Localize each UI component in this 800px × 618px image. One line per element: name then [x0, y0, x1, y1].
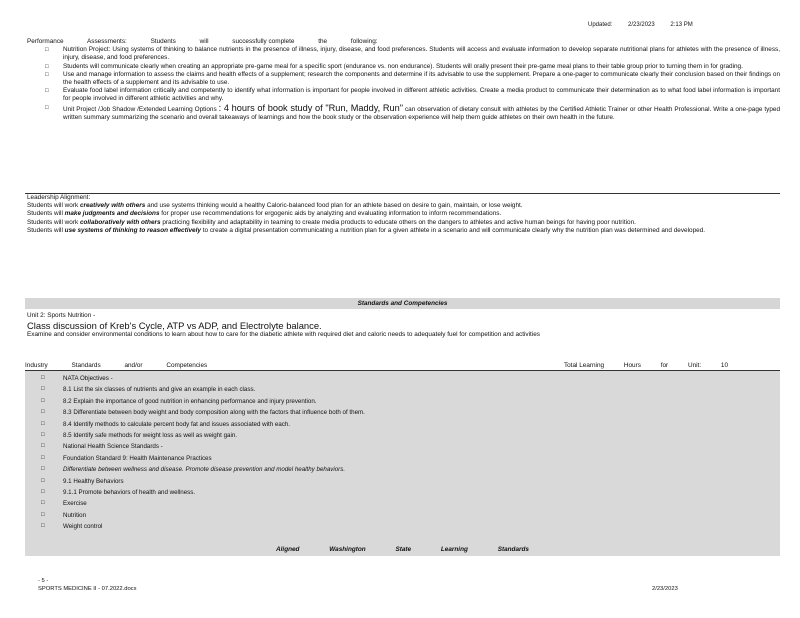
leadership-heading: Leadership Alignment:: [27, 194, 91, 201]
leadership-line: Students will work creatively with others and use systems thinking would a healthy Caloric-balanced food plan for an athlete based on desire to gain, maintain, or lose weight.: [27, 202, 523, 210]
standard-item: □ 8.3 Differentiate between body weight and body composition along with the factors that influence both of them.: [25, 407, 780, 418]
standard-item: □ National Health Science Standards -: [25, 441, 780, 452]
checkbox-icon: □: [41, 420, 45, 427]
standards-competencies-band: Standards and Competencies: [25, 298, 780, 309]
checkbox-icon: □: [41, 500, 45, 507]
assessment-item: □ Evaluate food label information critically and competently to identify what information is important for people involved in different athletic activities. Create a media product to communicate their determination as to what food label information is important for people involved in different athletic activities and why.: [45, 87, 780, 103]
leadership-line: Students will use systems of thinking to reason effectively to create a digital presentation communicating a nutrition plan for a given athlete in a scenario and will communicate clearly why the nutrition plan was determined and developed.: [27, 226, 706, 234]
assessment-item: □ Unit Project /Job Shadow /Extended Learning Options : 4 hours of book study of "Run, Maddy, Run" can observation of dietary consult with athletes by the Certified Athletic Trainer or other Health Professional. Write a one-page typed written summary summarizing the scenario and overall takeaways of learnings and how the book study or the observation experience will help them guide athletes on their own health in the future.: [45, 102, 780, 121]
unit-title: Unit 2: Sports Nutrition -: [27, 312, 96, 319]
checkbox-icon: □: [45, 71, 49, 78]
checkbox-icon: □: [45, 88, 49, 95]
leadership-alignment: [27, 194, 780, 235]
footer-date: 2/23/2023: [652, 586, 678, 592]
assessment-item: □ Students will communicate clearly when creating an appropriate pre-game meal for a specific sport (endurance vs. non endurance). Students will orally present their pre-game meal plans to their table group prior to turning them in for grading.: [45, 62, 743, 70]
standard-item: □ Nutrition: [25, 510, 780, 521]
standard-item: □ Weight control: [25, 521, 780, 532]
performance-heading: Performance Assessments: Students will successfully complete the following:: [27, 38, 378, 45]
file-name: SPORTS MEDICINE II - 07.2022.docx: [38, 586, 137, 592]
checkbox-icon: □: [41, 397, 45, 404]
standard-item: □ 8.1 List the six classes of nutrients and give an example in each class.: [25, 384, 780, 395]
checkbox-icon: □: [45, 104, 49, 111]
standards-list-panel: [25, 371, 780, 556]
standard-item: □ 9.1.1 Promote behaviors of health and wellness.: [25, 487, 780, 498]
assessment-item: □ Use and manage information to assess the claims and health effects of a supplement; research the components and determine if its advisable to use the supplement. Prepare a one-pager to communicate clearly their conclusion based on their findings on the health effects of a supplement and its advisable to use.: [45, 70, 780, 87]
checkbox-icon: □: [41, 454, 45, 461]
standard-item: □ Foundation Standard 9: Health Maintenance Practices: [25, 453, 780, 464]
page-footer: [38, 577, 136, 593]
checkbox-icon: □: [41, 466, 45, 473]
checkbox-icon: □: [45, 63, 49, 70]
checkbox-icon: □: [45, 47, 49, 54]
industry-standards-header: Industry Standards and/or Competencies Total Learning Hours for Unit: 10: [25, 361, 780, 371]
checkbox-icon: □: [41, 386, 45, 393]
checkbox-icon: □: [41, 523, 45, 530]
checkbox-icon: □: [41, 511, 45, 518]
leadership-line: Students will work collaboratively with others practicing flexibility and adaptability in teaming to create media products to educate others on the dangers to athletes and active human beings for having poor nutrition.: [27, 218, 636, 226]
unit-section: [27, 312, 780, 339]
standard-item: □ 8.5 Identify safe methods for weight loss as well as weight gain.: [25, 430, 780, 441]
standard-item: □ 8.2 Explain the importance of good nutrition in enhancing performance and injury prevention.: [25, 396, 780, 407]
checkbox-icon: □: [41, 432, 45, 439]
assessment-item: □ Nutrition Project: Using systems of thinking to balance nutrients in the presence of illness, injury, disease, and food preferences. Students will access and evaluate information to develop separate nutritional plans for athletes with the presence of illness, injury, disease, and food preferences.: [45, 46, 780, 62]
checkbox-icon: □: [41, 375, 45, 381]
standard-item: □ Exercise: [25, 498, 780, 509]
page-number: - 5 -: [38, 578, 49, 584]
performance-assessments: [27, 38, 780, 122]
standard-item: □ Differentiate between wellness and disease. Promote disease prevention and model healthy behaviors.: [25, 464, 780, 475]
total-hours: Total Learning Hours for Unit: 10: [563, 362, 728, 369]
leadership-line: Students will make judgments and decisions for proper use recommendations for ergogenic aids by analyzing and evaluating information to inform recommendations.: [27, 210, 502, 218]
checkbox-icon: □: [41, 489, 45, 496]
standard-item: □ 9.1 Healthy Behaviors: [25, 476, 780, 487]
aligned-standards-heading: Aligned Washington State Learning Standards: [276, 546, 529, 553]
unit-body: Examine and consider environmental conditions to learn about how to care for the diabetic athlete with required diet and caloric needs to adequately fuel for competition and activities: [27, 331, 540, 339]
standard-item: □ 8.4 Identify methods to calculate percent body fat and issues associated with each.: [25, 419, 780, 430]
updated-stamp: Updated: 2/23/2023 2:13 PM: [588, 22, 693, 28]
unit-discussion: Class discussion of Kreb's Cycle, ATP vs ADP, and Electrolyte balance.: [27, 320, 322, 332]
checkbox-icon: □: [41, 477, 45, 484]
checkbox-icon: □: [41, 443, 45, 450]
standard-item: □ NATA Objectives -: [25, 373, 780, 384]
checkbox-icon: □: [41, 409, 45, 416]
